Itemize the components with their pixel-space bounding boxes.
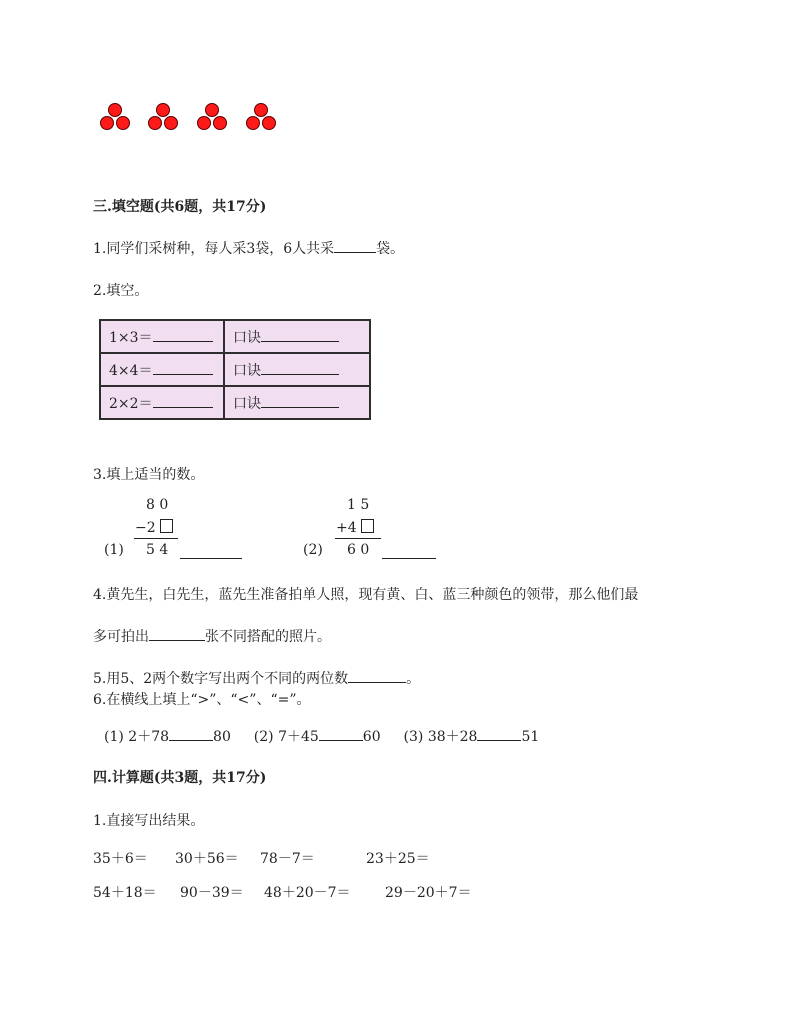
answer-blank[interactable]	[261, 327, 339, 342]
calc-label: (2)	[303, 542, 323, 558]
calc-item: 35＋6＝	[93, 851, 148, 867]
item-label: (2)	[253, 729, 274, 745]
question-3-title: 3.填上适当的数。	[93, 467, 205, 483]
answer-blank[interactable]	[382, 544, 436, 559]
calc-line	[134, 538, 178, 539]
calc-middle	[336, 519, 374, 536]
item-left: 38＋28	[427, 729, 478, 745]
q5-text: 5.用5、2两个数字写出两个不同的两位数	[93, 671, 349, 687]
table-cell	[224, 386, 370, 419]
calc-item: 78－7＝	[260, 851, 315, 867]
answer-blank[interactable]	[149, 626, 205, 641]
calc-item: 54＋18＝	[93, 885, 157, 901]
q1-text-end: 袋。	[376, 241, 405, 257]
answer-blank[interactable]	[153, 393, 213, 408]
q6-item-3	[404, 729, 540, 745]
answer-blank[interactable]	[261, 393, 339, 408]
calc-question-1-title: 1.直接写出结果。	[93, 813, 205, 829]
item-left: 2＋78	[128, 729, 170, 745]
answer-blank[interactable]	[319, 726, 363, 741]
digit-box[interactable]	[361, 519, 374, 533]
answer-blank[interactable]	[334, 238, 376, 253]
answer-blank[interactable]	[477, 726, 521, 741]
question-4-line1: 4.黄先生，白先生，蓝先生准备拍单人照，现有黄、白、蓝三种颜色的领带，那么他们最	[93, 587, 639, 603]
answer-blank[interactable]	[153, 327, 213, 342]
table-row	[100, 386, 370, 419]
calc-bottom: 6 0	[347, 542, 370, 558]
question-4-line2	[93, 626, 331, 646]
calc-item: 30＋56＝	[175, 851, 239, 867]
question-1	[93, 238, 404, 258]
red-dot	[246, 116, 260, 130]
q6-item-2	[254, 729, 381, 745]
table-cell	[100, 386, 224, 419]
q6-item-1	[104, 729, 231, 745]
answer-blank[interactable]	[261, 360, 339, 375]
answer-blank[interactable]	[180, 544, 242, 559]
question-5	[93, 668, 420, 688]
koujue-label: 口诀	[233, 329, 261, 346]
q5-text-end: 。	[406, 671, 421, 687]
expression: 2×2＝	[109, 395, 153, 412]
item-right: 80	[213, 729, 231, 745]
table-row	[100, 353, 370, 386]
table-cell	[100, 320, 224, 353]
calc-operand: +4	[336, 520, 357, 536]
fill-table	[99, 319, 371, 420]
question-6-items	[104, 726, 539, 746]
digit-box[interactable]	[160, 519, 173, 533]
red-dot	[262, 116, 276, 130]
calc-item: 48＋20－7＝	[264, 885, 351, 901]
koujue-label: 口诀	[233, 395, 261, 412]
expression: 4×4＝	[109, 362, 153, 379]
red-dot	[213, 116, 227, 130]
calc-operand: −2	[135, 520, 156, 536]
item-right: 51	[521, 729, 540, 745]
red-dot	[164, 116, 178, 130]
table-cell	[100, 353, 224, 386]
q1-text: 1.同学们采树种，每人采3袋，6人共采	[93, 241, 335, 257]
calc-top: 1 5	[347, 497, 370, 513]
red-dot	[254, 103, 268, 117]
table-cell	[224, 320, 370, 353]
red-dot	[148, 116, 162, 130]
question-6-title: 6.在横线上填上“>”、“<”、“=”。	[93, 692, 311, 708]
question-2-title: 2.填空。	[93, 283, 149, 299]
calc-item: 29－20＋7＝	[385, 885, 472, 901]
calc-label: (1)	[104, 542, 124, 558]
item-label: (1)	[104, 729, 124, 745]
red-dot	[100, 116, 114, 130]
answer-blank[interactable]	[153, 360, 213, 375]
red-dot	[108, 103, 122, 117]
table-row	[100, 320, 370, 353]
calc-top: 8 0	[146, 497, 169, 513]
answer-blank[interactable]	[169, 726, 213, 741]
section4-title: 四.计算题(共3题，共17分)	[93, 770, 267, 786]
item-label: (3)	[403, 729, 424, 745]
table-cell	[224, 353, 370, 386]
q4-text: 多可拍出	[93, 629, 149, 645]
calc-bottom: 5 4	[146, 542, 169, 558]
section3-title: 三.填空题(共6题，共17分)	[93, 199, 267, 215]
calc-middle	[135, 519, 173, 536]
red-dot	[156, 103, 170, 117]
answer-blank[interactable]	[348, 668, 406, 683]
calc-line	[335, 538, 381, 539]
item-right: 60	[362, 729, 381, 745]
calc-item: 23＋25＝	[366, 851, 430, 867]
red-dot	[205, 103, 219, 117]
red-dot	[116, 116, 130, 130]
expression: 1×3＝	[109, 329, 153, 346]
q4-text-end: 张不同搭配的照片。	[205, 629, 331, 645]
red-dot	[197, 116, 211, 130]
koujue-label: 口诀	[233, 362, 261, 379]
calc-item: 90－39＝	[180, 885, 244, 901]
item-left: 7＋45	[278, 729, 319, 745]
